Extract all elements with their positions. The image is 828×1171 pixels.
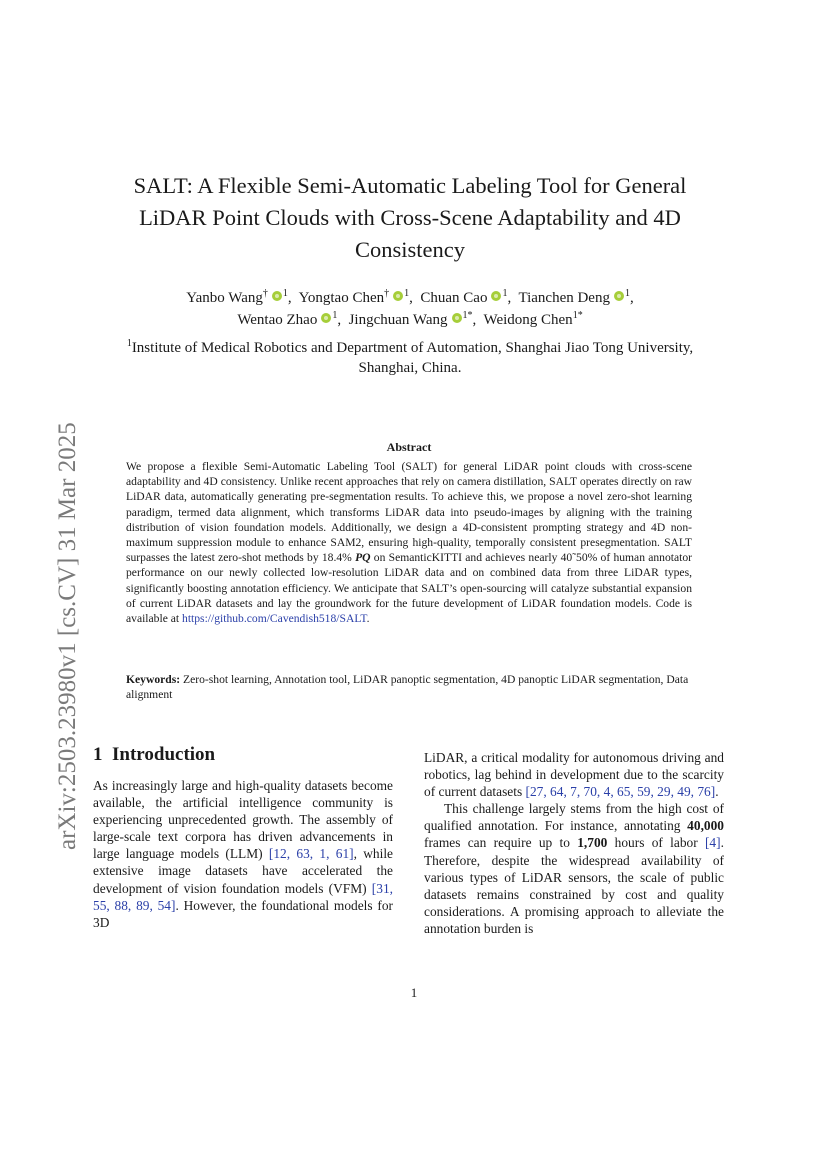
paper-title: SALT: A Flexible Semi-Automatic Labeling Tool for General LiDAR Point Clouds with Cross-Scene Adaptability and 4D Consistency — [133, 173, 687, 262]
section-number: 1 — [93, 744, 103, 765]
section-title: Introduction — [112, 744, 216, 765]
keywords-label: Keywords: — [126, 673, 181, 686]
arxiv-stamp — [20, 360, 81, 850]
author-name[interactable]: Yongtao Chen — [298, 290, 385, 306]
arxiv-identifier: arXiv:2503.23980v1 [cs.CV] 31 Mar 2025 — [54, 422, 81, 850]
author-affil: 1 — [404, 288, 410, 299]
right-column — [424, 749, 724, 937]
keywords — [126, 672, 692, 702]
abstract-body — [126, 459, 692, 626]
orcid-icon[interactable] — [452, 313, 462, 323]
author-name[interactable]: Chuan Cao — [420, 290, 488, 306]
author-mark: † — [262, 288, 268, 299]
orcid-icon[interactable] — [614, 291, 624, 301]
author-affil: 1* — [462, 310, 473, 321]
author-name[interactable]: Tianchen Deng — [518, 290, 610, 306]
author-affil: 1 — [282, 288, 288, 299]
keywords-text: Zero-shot learning, Annotation tool, LiDAR panoptic segmentation, 4D panoptic LiDAR segmentation, Data alignment — [126, 673, 689, 702]
author-affil: 1 — [624, 288, 630, 299]
orcid-icon[interactable] — [272, 291, 282, 301]
author-name[interactable]: Yanbo Wang — [186, 290, 263, 306]
citation-link[interactable]: [31, 55, 88, 89, 54] — [93, 880, 393, 913]
citation-link[interactable]: [27, 64, 7, 70, 4, 65, 59, 29, 49, 76] — [525, 784, 716, 800]
author-name[interactable]: Wentao Zhao — [237, 312, 318, 328]
author-affil: 1 — [332, 310, 338, 321]
affiliation — [110, 338, 710, 378]
orcid-icon[interactable] — [393, 291, 403, 301]
orcid-icon[interactable] — [491, 291, 501, 301]
body-text: As increasingly large and high-quality datasets become available, the artificial intelligence community is experiencing unprecedented growth. The assembly of large-scale text corpora has driven advancements in large language models (LLM) — [93, 778, 393, 862]
author-affil: 1* — [572, 310, 583, 321]
left-column — [93, 777, 393, 931]
author-list: Yanbo Wang† $^1$, Yongtao Chen† $^1$, Chuan Cao $^1$, Tianchen Deng $^1$, Wentao Zhao $^1$, Jingchuan Wang $^{1*}$, Weidong Chen$^{1*}$ — [186, 288, 634, 328]
pq-metric: PQ — [355, 551, 371, 565]
body-text: This challenge largely stems from the high cost of qualified annotation. For instance, annotating — [424, 801, 724, 834]
bold-number: 40,000 — [687, 818, 724, 834]
abstract-text: We propose a flexible Semi-Automatic Labeling Tool (SALT) for general LiDAR point clouds with cross-scene adaptability and 4D consistency. Unlike recent approaches that rely on camera distillation, SALT operates directly on raw LiDAR data, automatically generating pre-segmentation results. To achieve this, we propose a novel zero-shot learning paradigm, termed data alignment, which transforms LiDAR data into pseudo-images by aligning with the training distribution of vision foundation models. Additionally, we design a 4D-consistent prompting strategy and 4D non-maximum suppression module to enhance SAM2, ensuring high-quality, temporally consistent presegmentation. SALT surpasses the latest zero-shot methods by 18.4% — [126, 460, 692, 565]
code-link[interactable]: https://github.com/Cavendish518/SALT — [182, 612, 367, 626]
author-name[interactable]: Jingchuan Wang — [348, 312, 448, 328]
body-text: LiDAR, a critical modality for autonomous driving and robotics, lag behind in development due to the scarcity of current datasets — [424, 750, 724, 800]
author-name[interactable]: Weidong Chen — [483, 312, 573, 328]
body-text: . However, the foundational models for 3D — [93, 897, 393, 930]
body-text: . Therefore, despite the widespread availability of various types of LiDAR sensors, the scale of public datasets remains constrained by cost and quality considerations. A promising approach to alleviate the annotation burden is — [424, 835, 724, 936]
affiliation-text: Institute of Medical Robotics and Department of Automation, Shanghai Jiao Tong University, Shanghai, China. — [131, 340, 694, 376]
abstract-text: on SemanticKITTI and achieves nearly 40˜50% of human annotator performance on our newly collected low-resolution LiDAR data and on combined data from three LiDAR types, significantly boosting annotation efficiency. We anticipate that SALT’s open-sourcing will catalyze substantial expansion of current LiDAR datasets and lay the groundwork for the future development of LiDAR foundation models. Code is available at — [126, 551, 693, 626]
citation-link[interactable]: [12, 63, 1, 61] — [268, 846, 354, 862]
paragraph — [424, 800, 724, 937]
bold-number: 1,700 — [577, 835, 608, 851]
body-text: frames can require up to — [424, 835, 570, 851]
abstract-end: . — [366, 612, 370, 626]
body-text: hours of labor — [614, 835, 698, 851]
citation-link[interactable]: [4] — [704, 835, 721, 851]
page-number: 1 — [410, 985, 418, 1000]
section-heading — [93, 744, 215, 766]
affiliation-marker: 1 — [126, 338, 132, 349]
body-text: . — [715, 784, 719, 800]
orcid-icon[interactable] — [321, 313, 331, 323]
author-affil: 1 — [502, 288, 508, 299]
author-mark: † — [384, 288, 390, 299]
body-text: , while extensive image datasets have accelerated the development of vision foundation models (VFM) — [93, 846, 393, 896]
abstract-heading: Abstract — [386, 440, 432, 454]
